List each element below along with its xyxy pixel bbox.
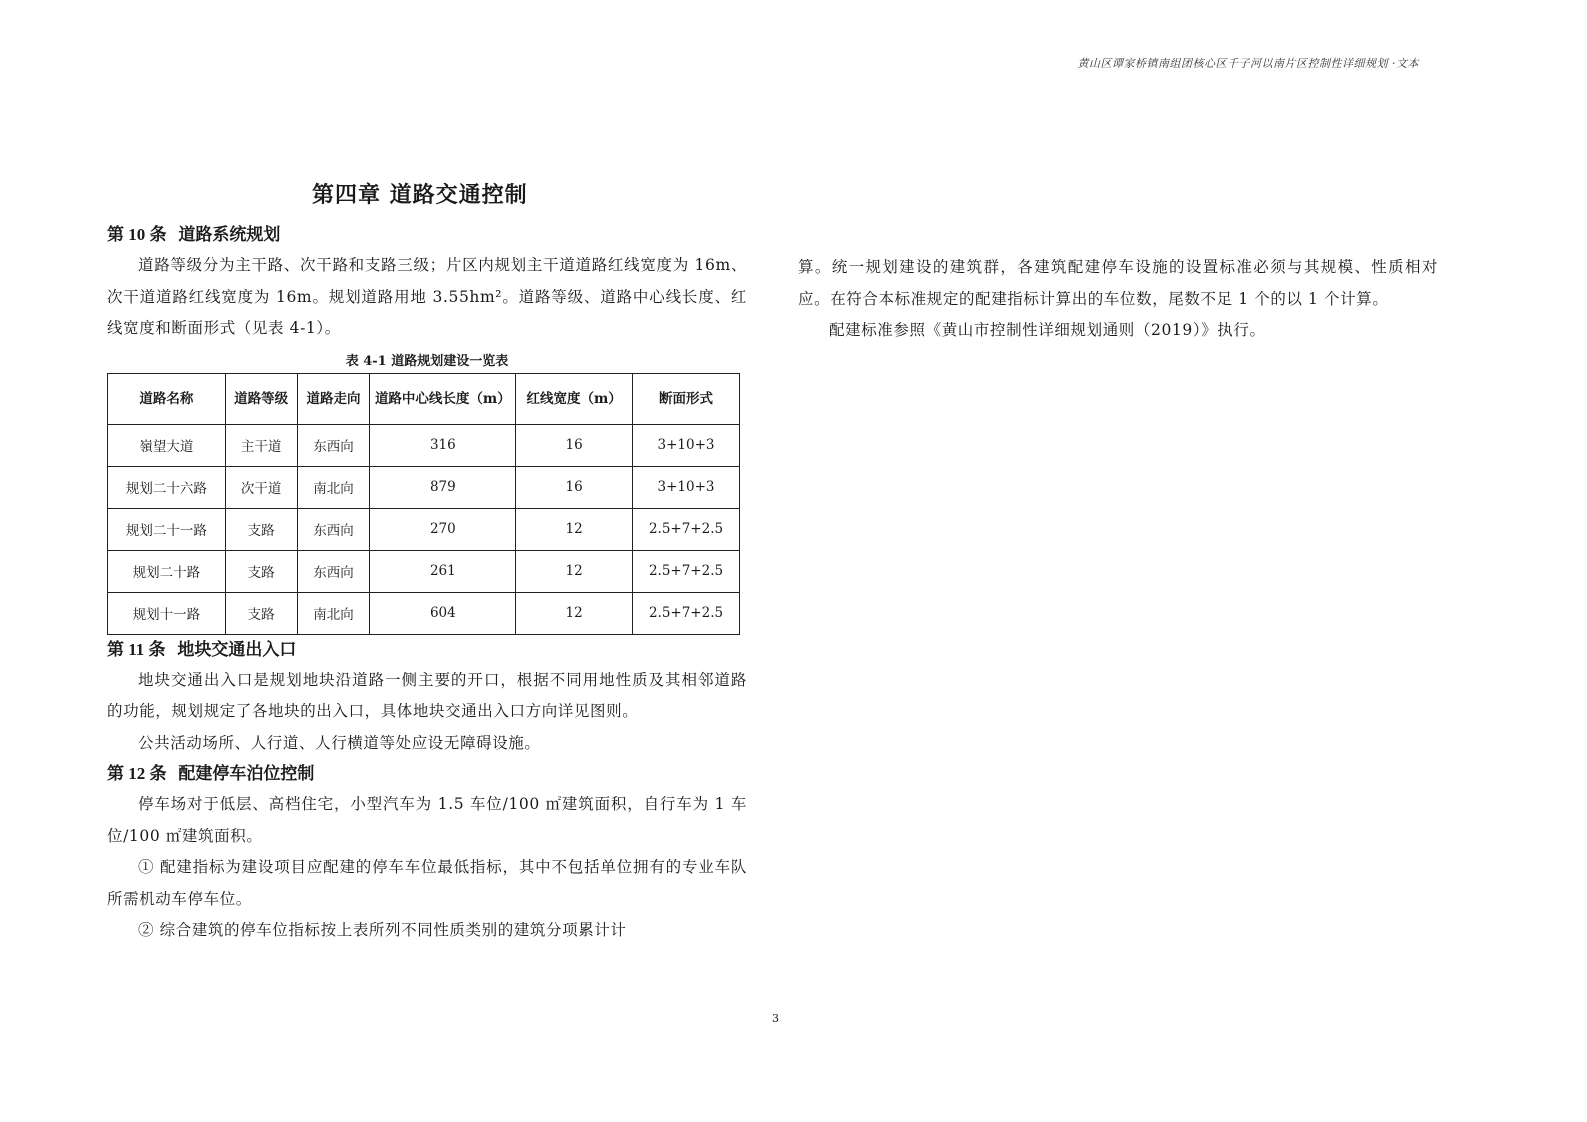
road-table: [107, 373, 740, 635]
cell: 规划二十一路: [108, 508, 226, 550]
cell: 支路: [225, 592, 297, 634]
col-header: 断面形式: [633, 373, 740, 424]
cell: 东西向: [297, 550, 370, 592]
cell: 嶺望大道: [108, 424, 226, 466]
section-11-para: 公共活动场所、人行道、人行横道等处应设无障碍设施。: [138, 733, 541, 752]
section-12-para: ① 配建指标为建设项目应配建的停车车位最低指标，其中不包括单位拥有的专业车队所需机动车停车位。: [107, 858, 747, 908]
cell: 东西向: [297, 424, 370, 466]
cell: 南北向: [297, 466, 370, 508]
cell: 16: [516, 424, 633, 466]
section-number: 第 12 条: [107, 764, 167, 783]
col-header: 道路走向: [297, 373, 370, 424]
cell: 支路: [225, 508, 297, 550]
cell: 12: [516, 550, 633, 592]
table-row: [108, 508, 740, 550]
cell: 3+10+3: [633, 466, 740, 508]
cell: 规划十一路: [108, 592, 226, 634]
cell: 12: [516, 592, 633, 634]
table-row: [108, 424, 740, 466]
section-11-para: 地块交通出入口是规划地块沿道路一侧主要的开口，根据不同用地性质及其相邻道路的功能，规划规定了各地块的出入口，具体地块交通出入口方向详见图则。: [107, 670, 747, 720]
running-header: 黄山区谭家桥镇南组团核心区千子河以南片区控制性详细规划 ·文本: [1077, 57, 1419, 70]
left-column: [107, 220, 747, 947]
section-title: 道路系统规划: [178, 225, 281, 245]
cell: 316: [370, 424, 516, 466]
cell: 次干道: [225, 466, 297, 508]
cell: 270: [370, 508, 516, 550]
col-header: 红线宽度（m）: [516, 373, 633, 424]
cell: 规划二十路: [108, 550, 226, 592]
cell: 604: [370, 592, 516, 634]
cell: 261: [370, 550, 516, 592]
cell: 东西向: [297, 508, 370, 550]
table-row: [108, 466, 740, 508]
table-row: [108, 550, 740, 592]
section-12-continued: 算。统一规划建设的建筑群，各建筑配建停车设施的设置标准必须与其规模、性质相对应。在符合本标准规定的配建指标计算出的车位数，尾数不足 1 个的以 1 个计算。: [798, 258, 1438, 308]
table-row: [108, 592, 740, 634]
right-column: [798, 252, 1438, 347]
cell: 南北向: [297, 592, 370, 634]
col-header: 道路中心线长度（m）: [370, 373, 516, 424]
section-12-para: 停车场对于低层、高档住宅，小型汽车为 1.5 车位/100 ㎡建筑面积，自行车为 1 车位/100 ㎡建筑面积。: [107, 795, 747, 845]
section-10-heading: [107, 220, 747, 250]
section-12-para: 配建标准参照《黄山市控制性详细规划通则（2019）》执行。: [829, 321, 1266, 339]
section-10-para: 道路等级分为主干路、次干路和支路三级；片区内规划主干道道路红线宽度为 16m、次干道道路红线宽度为 16m。规划道路用地 3.55hm²。道路等级、道路中心线长度、红线宽度和断面形式（见表 4-1）。: [107, 256, 747, 337]
col-header: 道路名称: [108, 373, 226, 424]
chapter-title: 第四章 道路交通控制: [312, 183, 528, 208]
cell: 2.5+7+2.5: [633, 508, 740, 550]
table-caption: 表 4-1 道路规划建设一览表: [345, 353, 509, 369]
section-title: 配建停车泊位控制: [178, 764, 315, 784]
section-title: 地块交通出入口: [177, 639, 297, 660]
cell: 879: [370, 466, 516, 508]
table-header-row: [108, 373, 740, 424]
cell: 16: [516, 466, 633, 508]
cell: 3+10+3: [633, 424, 740, 466]
cell: 2.5+7+2.5: [633, 592, 740, 634]
section-number: 第 10 条: [107, 225, 167, 244]
cell: 主干道: [225, 424, 297, 466]
section-11-heading: [107, 635, 747, 665]
cell: 支路: [225, 550, 297, 592]
section-12-heading: [107, 759, 747, 789]
col-header: 道路等级: [225, 373, 297, 424]
cell: 2.5+7+2.5: [633, 550, 740, 592]
section-12-para: ② 综合建筑的停车位指标按上表所列不同性质类别的建筑分项累计计: [138, 921, 627, 939]
section-number: 第 11 条: [107, 639, 166, 659]
cell: 规划二十六路: [108, 466, 226, 508]
cell: 12: [516, 508, 633, 550]
page-number: 3: [772, 1012, 779, 1025]
